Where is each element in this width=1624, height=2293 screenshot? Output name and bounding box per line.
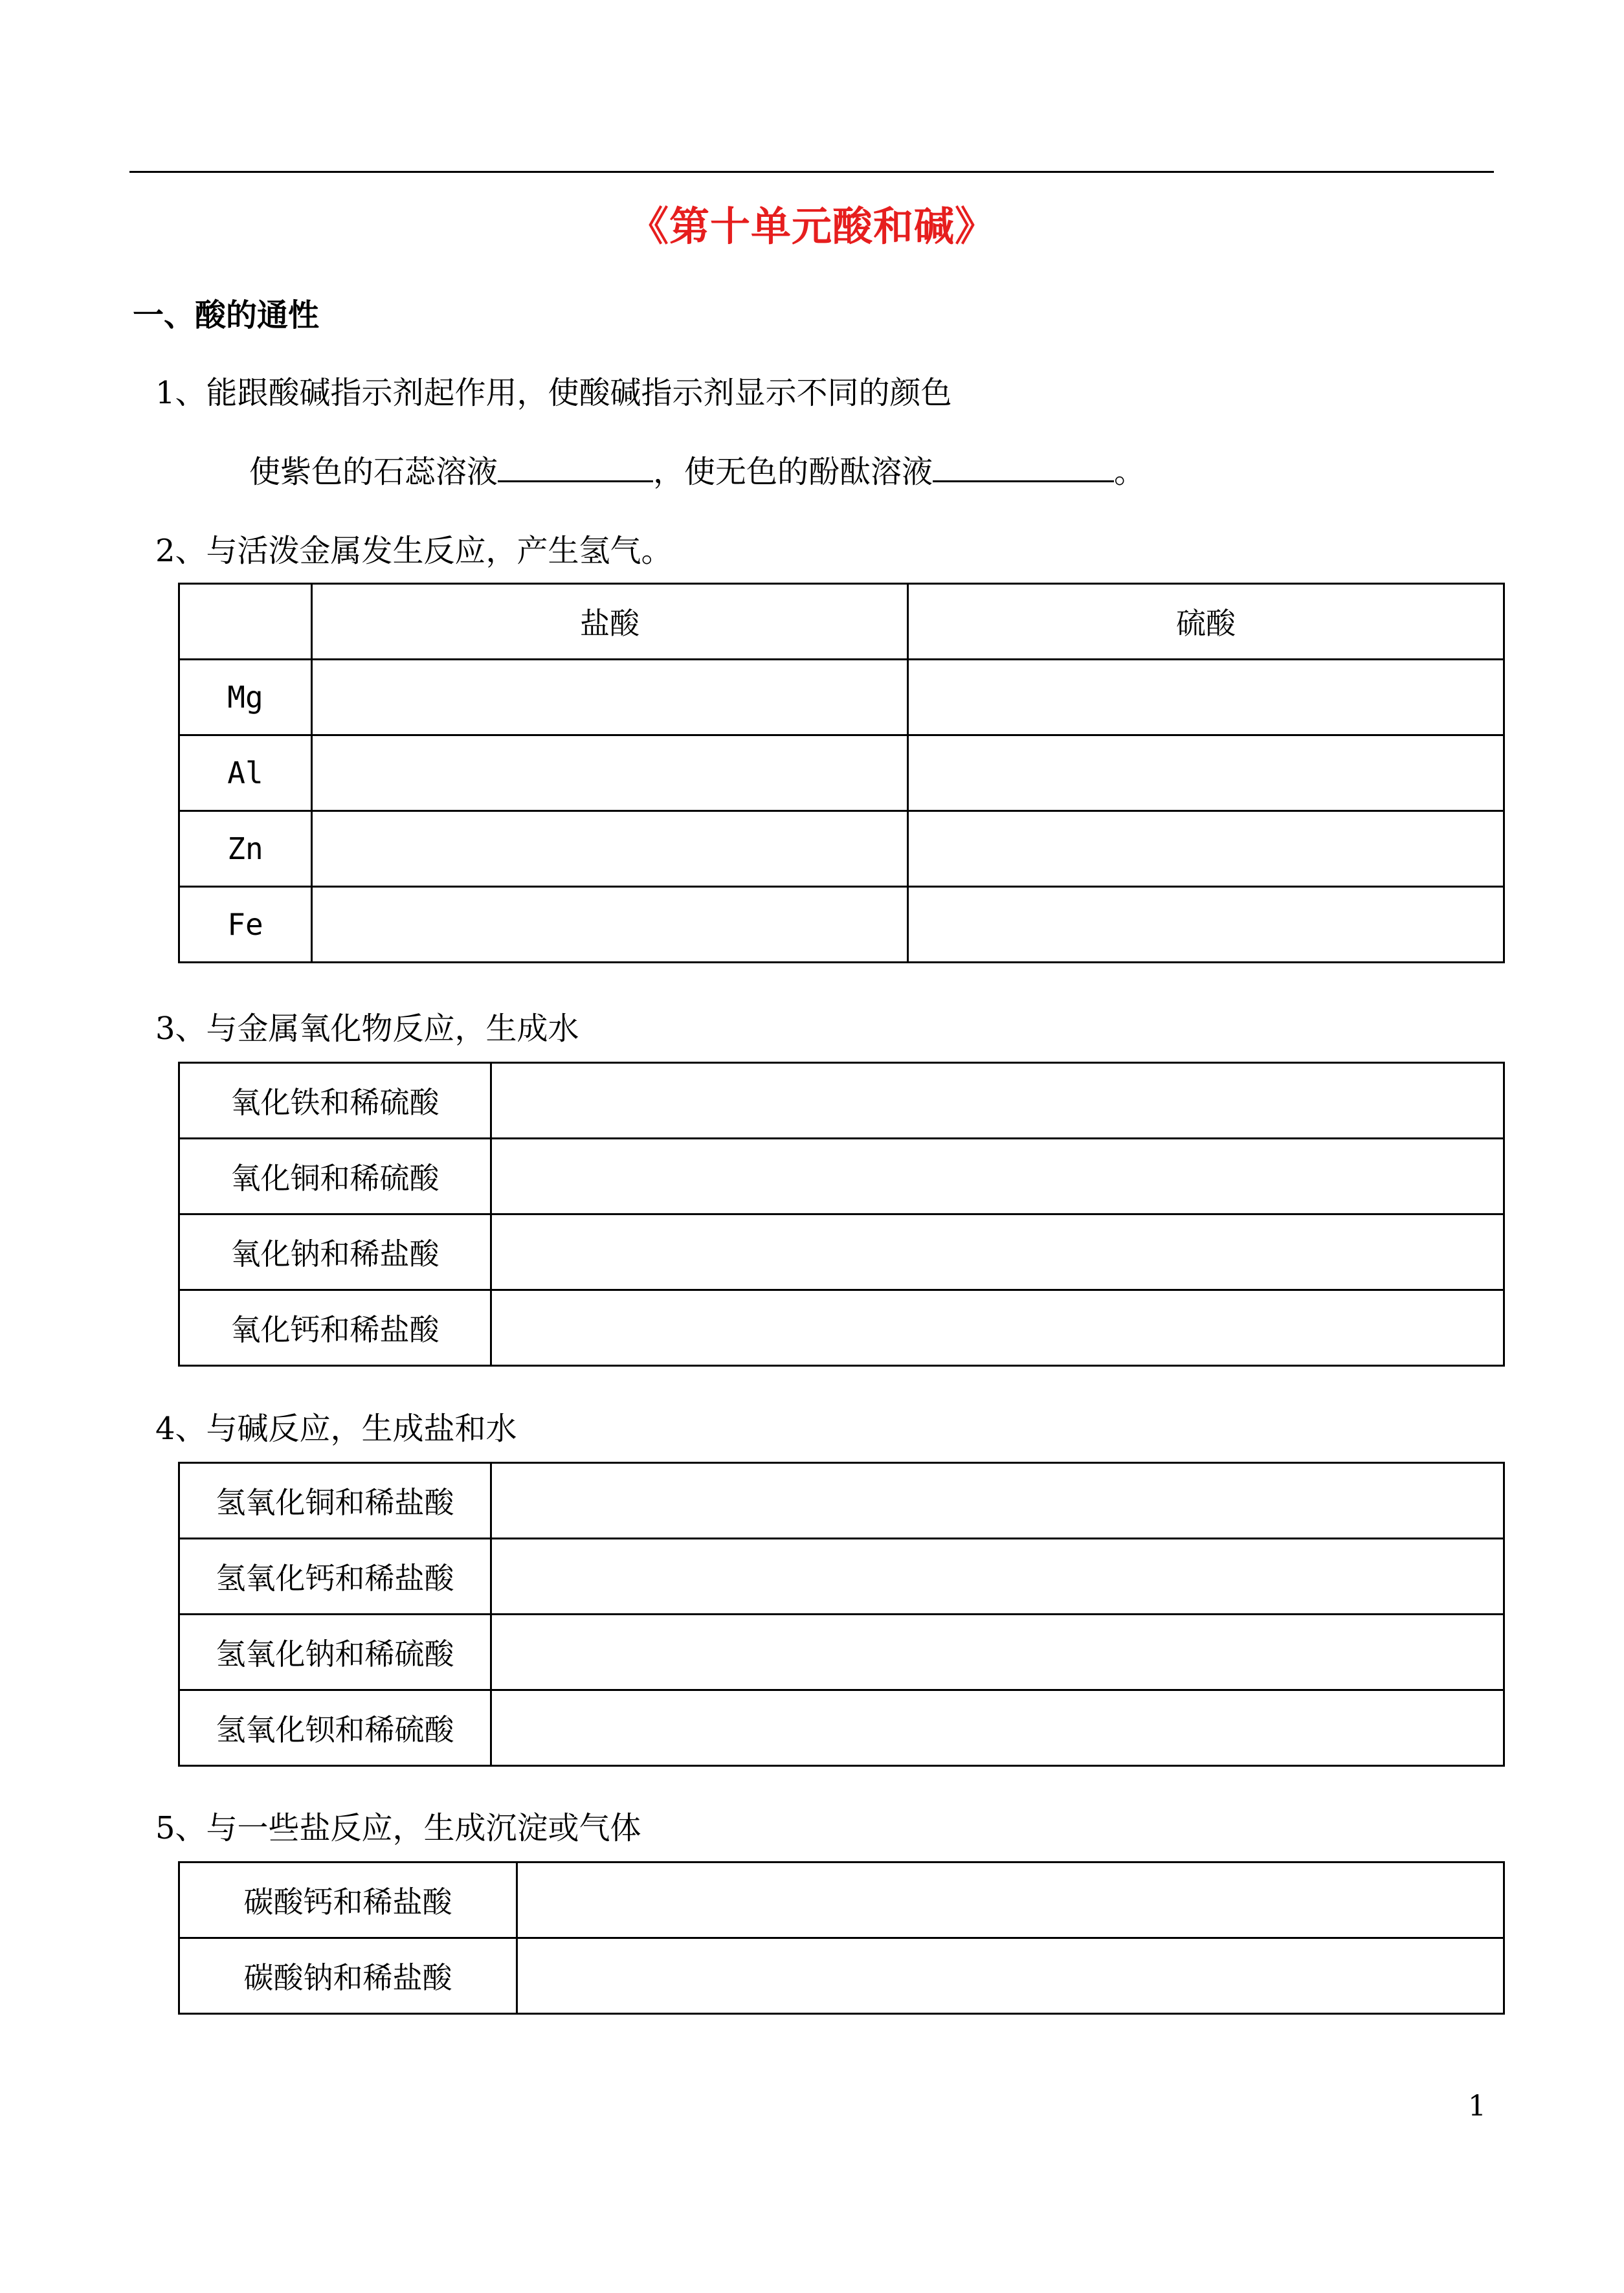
table-row xyxy=(179,1214,1504,1290)
table-row xyxy=(179,1539,1504,1615)
header-rule xyxy=(129,171,1494,173)
row-label: Al xyxy=(179,735,312,811)
table-row xyxy=(179,1938,1504,2014)
item-1-fill-part1: 使紫色的石蕊溶液 xyxy=(249,454,498,490)
table-row xyxy=(179,660,1504,735)
row-label: 氧化铁和稀硫酸 xyxy=(179,1063,491,1139)
answer-cell[interactable] xyxy=(491,1539,1504,1615)
metal-oxide-table xyxy=(178,1062,1505,1367)
answer-cell[interactable] xyxy=(491,1615,1504,1690)
page-title: 《第十单元酸和碱》 xyxy=(628,203,996,250)
row-label: 氧化铜和稀硫酸 xyxy=(179,1139,491,1214)
item-3-text: 3、与金属氧化物反应，生成水 xyxy=(155,1011,579,1047)
metal-acid-table xyxy=(178,583,1505,963)
row-label: 氧化钙和稀盐酸 xyxy=(179,1290,491,1366)
table-row xyxy=(179,1290,1504,1366)
answer-cell[interactable] xyxy=(312,887,908,963)
answer-cell[interactable] xyxy=(312,660,908,735)
item-1-fill-part2: ，使无色的酚酞溶液 xyxy=(653,454,933,490)
item-2-text: 2、与活泼金属发生反应，产生氢气。 xyxy=(155,533,673,569)
answer-cell[interactable] xyxy=(517,1938,1504,2014)
answer-cell[interactable] xyxy=(491,1139,1504,1214)
row-label: Zn xyxy=(179,811,312,887)
table-header-cell xyxy=(179,584,312,660)
table-row xyxy=(179,735,1504,811)
answer-cell[interactable] xyxy=(491,1690,1504,1766)
row-label: 氢氧化钡和稀硫酸 xyxy=(179,1690,491,1766)
answer-cell[interactable] xyxy=(517,1862,1504,1938)
table-row xyxy=(179,1862,1504,1938)
table-row xyxy=(179,1063,1504,1139)
row-label: 碳酸钙和稀盐酸 xyxy=(179,1862,517,1938)
answer-cell[interactable] xyxy=(908,735,1504,811)
salt-acid-table xyxy=(178,1861,1505,2015)
page-number: 1 xyxy=(1468,2090,1486,2123)
table-row xyxy=(179,811,1504,887)
answer-cell[interactable] xyxy=(491,1290,1504,1366)
answer-cell[interactable] xyxy=(491,1214,1504,1290)
table-row xyxy=(179,1690,1504,1766)
table-header-sulfuric: 硫酸 xyxy=(908,584,1504,660)
answer-cell[interactable] xyxy=(491,1063,1504,1139)
row-label: 氧化钠和稀盐酸 xyxy=(179,1214,491,1290)
section-heading: 一、酸的通性 xyxy=(133,297,320,333)
row-label: 氢氧化钠和稀硫酸 xyxy=(179,1615,491,1690)
litmus-answer-blank[interactable] xyxy=(498,452,653,482)
answer-cell[interactable] xyxy=(908,811,1504,887)
item-5-text: 5、与一些盐反应，生成沉淀或气体 xyxy=(155,1810,641,1846)
table-header-row xyxy=(179,584,1504,660)
table-row xyxy=(179,1615,1504,1690)
item-4-text: 4、与碱反应，生成盐和水 xyxy=(155,1411,517,1447)
item-1-fill-part3: 。 xyxy=(1114,454,1146,490)
row-label: 氢氧化钙和稀盐酸 xyxy=(179,1539,491,1615)
item-1-text: 1、能跟酸碱指示剂起作用，使酸碱指示剂显示不同的颜色 xyxy=(155,375,952,411)
answer-cell[interactable] xyxy=(312,811,908,887)
item-1-fill-line xyxy=(249,447,1145,491)
row-label: Mg xyxy=(179,660,312,735)
row-label: 氢氧化铜和稀盐酸 xyxy=(179,1463,491,1539)
table-header-hydrochloric: 盐酸 xyxy=(312,584,908,660)
base-acid-table xyxy=(178,1462,1505,1767)
answer-cell[interactable] xyxy=(491,1463,1504,1539)
table-row xyxy=(179,1139,1504,1214)
table-row xyxy=(179,1463,1504,1539)
row-label: Fe xyxy=(179,887,312,963)
row-label: 碳酸钠和稀盐酸 xyxy=(179,1938,517,2014)
answer-cell[interactable] xyxy=(908,887,1504,963)
answer-cell[interactable] xyxy=(908,660,1504,735)
table-row xyxy=(179,887,1504,963)
phenolphthalein-answer-blank[interactable] xyxy=(933,452,1114,482)
answer-cell[interactable] xyxy=(312,735,908,811)
